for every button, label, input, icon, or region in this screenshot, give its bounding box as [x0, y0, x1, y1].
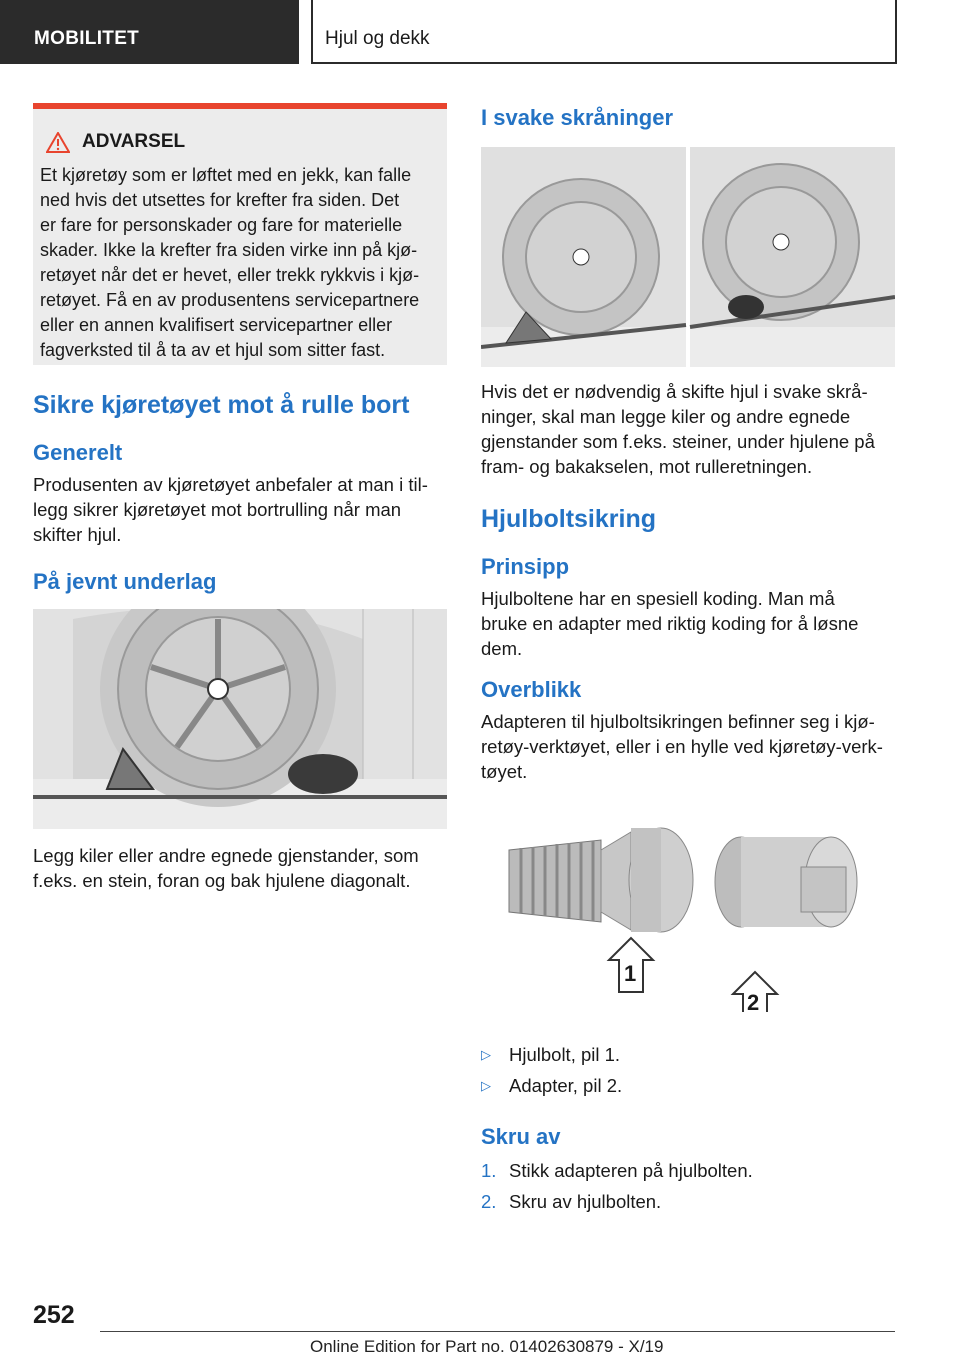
wheel-chock-slope-image	[481, 147, 895, 367]
chapter-title: Hjul og dekk	[325, 28, 430, 49]
bolt-adapter-image	[481, 812, 895, 1015]
subheading-general: Generelt	[33, 440, 123, 465]
paragraph-level-ground: Legg kiler eller andre egnede gjenstander, som f.eks. en stein, foran og bak hjulene diagonalt.	[33, 845, 419, 891]
section-title: MOBILITET	[34, 28, 140, 49]
paragraph-slopes: Hvis det er nødvendig å skifte hjul i svake skrå- ninger, skal man legge kiler og andre egnede gjenstander som f.eks. steiner, under hjulene på fram- og bakakselen, mot rulleretningen.	[481, 381, 875, 477]
subheading-slopes: I svake skråninger	[481, 105, 674, 130]
warning-heading	[40, 131, 439, 153]
subheading-unscrew: Skru av	[481, 1124, 561, 1149]
right-column	[481, 103, 895, 1214]
warning-text: Et kjøretøy som er løftet med en jekk, kan falle ned hvis det utsettes for krefter fra siden. Det er fare for personskader og fare for materielle skader. Ikke la krefter fra siden virke inn på kjø- retøyet når det er hevet, eller trekk rykkvis i kjø- retøyet. Få en av produsentens servicepartnere eller en annen kvalifisert servicepartner eller fagverksted til å ta av et hjul som sitter fast.	[40, 165, 420, 360]
triangle-bullet-icon: ▷	[481, 1078, 491, 1093]
chapter-tab	[311, 0, 897, 64]
heading-wheel-lock: Hjulboltsikring	[481, 505, 656, 533]
left-column	[33, 103, 447, 893]
list-item: ▷ Hjulbolt, pil 1.	[481, 1044, 621, 1065]
wheel-chock-flat-image	[33, 609, 447, 829]
triangle-bullet-icon: ▷	[481, 1047, 491, 1062]
list-item: ▷ Adapter, pil 2.	[481, 1075, 623, 1096]
paragraph-general: Produsenten av kjøretøyet anbefaler at man i til- legg sikrer kjøretøyet mot bortrulling når man skifter hjul.	[33, 474, 428, 545]
steps-list	[481, 1158, 895, 1214]
edition-text: Online Edition for Part no. 01402630879 - X/19	[310, 1337, 664, 1356]
step-item: 1. Stikk adapteren på hjulbolten.	[481, 1160, 753, 1181]
warning-box	[33, 103, 447, 365]
subheading-overview: Overblikk	[481, 677, 582, 702]
warning-title: ADVARSEL	[82, 131, 186, 152]
page-number: 252	[33, 1301, 75, 1329]
arrow-label-2: 2	[747, 990, 760, 1015]
bullet-list	[481, 1042, 895, 1098]
paragraph-overview: Adapteren til hjulboltsikringen befinner seg i kjø- retøy-verktøyet, eller i en hylle ved kjøretøy-verk- tøyet.	[481, 711, 883, 782]
paragraph-principle: Hjulboltene har en spesiell koding. Man må bruke en adapter med riktig koding for å løsne dem.	[481, 588, 859, 659]
section-tab	[0, 0, 299, 64]
footer-divider	[100, 1331, 895, 1332]
subheading-principle: Prinsipp	[481, 554, 570, 579]
step-item: 2. Skru av hjulbolten.	[481, 1191, 662, 1212]
warning-triangle-icon	[46, 132, 70, 153]
heading-rolling: Sikre kjøretøyet mot å rulle bort	[33, 391, 410, 419]
subheading-level-ground: På jevnt underlag	[33, 569, 217, 594]
arrow-label-1: 1	[624, 961, 637, 986]
